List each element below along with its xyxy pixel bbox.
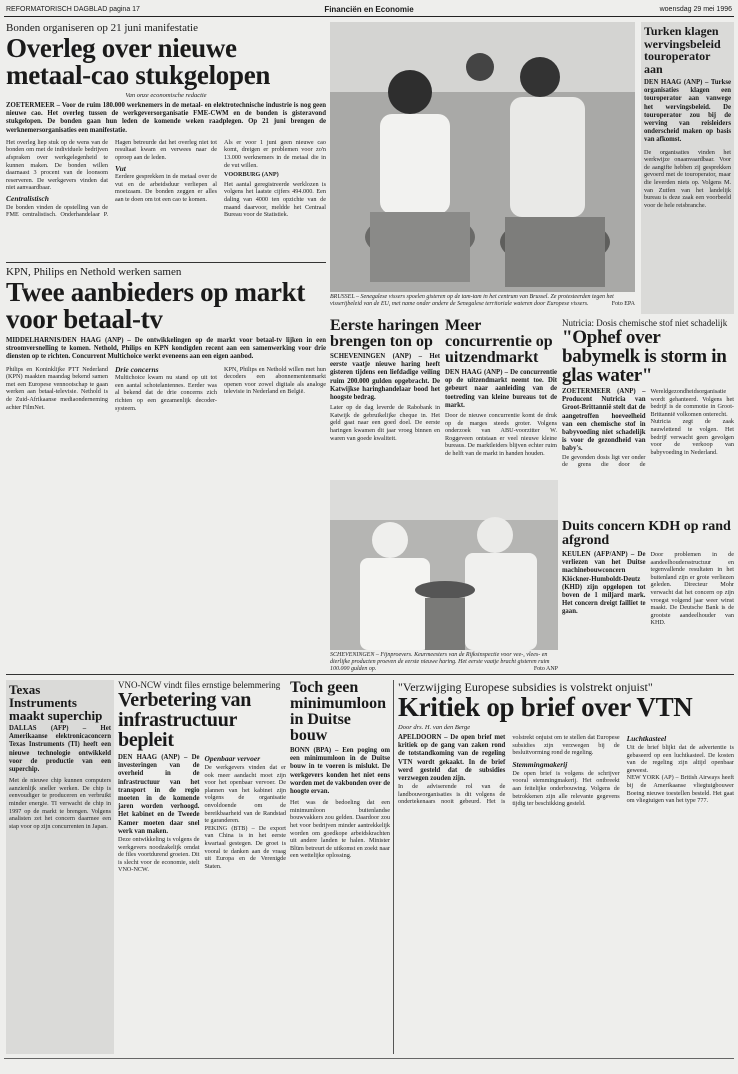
babymelk-kicker: Nutricia: Dosis chemische stof niet schadelijk	[562, 318, 728, 328]
vtn-body	[398, 734, 734, 1034]
concurrentie-body: Door de nieuwe concurrentie komt de druk op de marges steeds groter. Volgens onderzoek van ABU-voorzitter W. Roggeveen ontstaan er veel nieuwe kleine bureaus. De marktleiders blijven echter ruim de helft van de markt in handen houden.	[445, 412, 557, 457]
masthead-left: REFORMATORISCH DAGBLAD pagina 17	[6, 6, 140, 13]
article-duitse-bouw	[290, 680, 390, 1054]
vtn-lead: APELDOORN – De open brief met kritiek op de gang van zaken rond de totstandkoming van de regeling VTN wordt gekaakt. In de brief werd gesteld dat de subsidies verzwegen zouden zijn.	[398, 734, 506, 783]
babymelk-lead: ZOETERMEER (ANP) – Producent Nutricia van Groot-Brittannië stelt dat de aangetroffen hoeveelheid van een chemische stof in babyvoeding niet schadelijk is voor de gezondheid van baby's.	[562, 388, 646, 453]
vtn-body-p2: De open brief is volgens de schrijver vooral stemmingmakerij. Het ontbreekt aan feitelijke onderbouwing. Volgens de betrokkenen zijn alle relevante gegevens tijdig ter beschikking gesteld.	[512, 769, 620, 808]
kdh-body-p1: Door problemen in de aandeelhoudersstructuur en tegenvallende resultaten in het buitenland zijn er grote verliezen geleden. Directeur Mohr verwacht dat het concern op zijn vroegst volgend jaar weer winst maakt. De Deutsche Bank is de grootste aandeelhouder van KHD.	[650, 551, 734, 627]
kdh-lead: KEULEN (AFP/ANP) – De verliezen van het Duitse machinebouwconcern Klöckner-Humboldt-Deutz (KHD) zijn opgelopen tot boven de 1 miljard mark. Het concern dreigt failliet te gaan.	[562, 551, 646, 616]
vrijbuiten-title: VOORBURG (ANP)	[224, 171, 279, 179]
photo-brussel	[330, 22, 635, 292]
article-texas	[6, 680, 114, 1054]
article-kdh	[562, 520, 734, 680]
photo1-caption	[330, 294, 635, 316]
metaal-body	[6, 139, 326, 257]
photo2-caption-text: SCHEVENINGEN – Fijnproevers. Keurmeesters van de Rijksinspectie voor vee-, vlees- en dierlijke producten proeven de eerste nieuwe haring. Het eerste vaatje bracht gisteren ruim 100.000 gulden op.	[330, 652, 550, 672]
vno-kicker: VNO-NCW vindt files ernstige belemmering	[118, 680, 281, 690]
haring-body: Later op de dag leverde de Rabobank in Katwijk de gebruikelijke cheque in. Het geld gaat naar een goed doel. De eerste haringen kwamen dit jaar vroeg binnen en waren van goede kwaliteit.	[330, 404, 440, 442]
babymelk-body-p2: Nutricia zegt de zaak nauwlettend te volgen. Het bedrijf verwacht geen gevolgen voor de verkoop van babyvoeding in Nederland.	[650, 418, 734, 456]
metaal-body-p3: Eerdere gesprekken in de metaal over de vut en de arbeidsduur verliepen al moeizaam. De bonden zeggen er alles aan te doen om tot een cao te komen.	[115, 173, 217, 203]
drummers-illustration	[330, 22, 635, 292]
page-footer-rule	[4, 1058, 734, 1067]
article-vno	[118, 680, 286, 1054]
metaal-headline: Overleg over nieuwe metaal-cao stukgelopen	[6, 33, 271, 90]
kpn-body-p2: Multichoice kwam nu stand op uit tot een aantal schotelantennes. Eerder was al bekend dat de drie concerns zich richten op een gezamenlijk decoder-systeem.	[115, 374, 217, 412]
metaal-sub1: Centralistisch	[6, 193, 49, 203]
concurrentie-headline: Meer concurrentie op uitzendmarkt	[445, 317, 553, 366]
kdh-body	[562, 551, 734, 691]
turken-body: De organisaties vinden het werkwijze onaanvaardbaar. Voor de aangifte hebben zij gesprekken gevoerd met de touroperator, maar die leverden niets op. Volgens M. van Zutfen van het landelijk bureau is deze zaak een voorbeeld voor de hele reisbranche.	[644, 148, 731, 209]
divider	[6, 262, 326, 263]
section-title: Financiën en Economie	[324, 5, 414, 14]
vno-body-p2: De werkgevers vinden dat er ook meer aandacht moet zijn voor het openbaar vervoer. De plannen van het kabinet zijn volgens de organisatie onvoldoende om de bereikbaarheid van de Randstad te garanderen.	[204, 764, 286, 825]
metaal-byline: Van onze economische redactie	[125, 92, 207, 99]
vtn-sub2: Luchtkasteel	[626, 734, 667, 743]
article-vtn	[398, 680, 734, 1054]
article-turken	[641, 22, 734, 314]
photo2-caption	[330, 652, 558, 672]
vtn-body-p1: In de adviserende rol van de landbouworganisaties is dit volgens de ondertekenaars nooit gebeurd. Het is volstrekt onjuist om te stellen dat Europese subsidies zijn verzwegen bij de besluitvorming rond de regeling.	[398, 734, 620, 806]
metaal-body-p2: De bonden vinden de opstelling van de FME centralistisch. Onderhandelaar P. Hagen betreurde dat het overleg niet tot resultaat kwam en verwees naar de oproep aan de leden.	[6, 138, 217, 219]
photo1-caption-text: BRUSSEL – Senegalese vissers spoelen gisteren op de tam-tam in het centrum van Brussel. Ze protesteerden tegen het visserijbeleid van de EU, met name onder andere de Senegalese territoriale wateren door Europese vissers.	[330, 294, 614, 307]
kpn-body-p1: Philips en Koninklijke PTT Nederland (KPN) maakten maandag bekend samen met een Europese vennootschap te gaan werken aan betaal-televisie. Nethold is de Zuid-Afrikaanse mediaonderneming achter FilmNet.	[6, 365, 108, 411]
metaal-kicker: Bonden organiseren op 21 juni manifestatie	[6, 22, 198, 34]
metaal-lead: ZOETERMEER – Voor de ruim 180.000 werknemers in de metaal- en elektrotechnische industrie is nog geen nieuwe cao. Het overleg tussen de werkgeversorganisatie FME-CWM en de bonden is gisteravond stukgelopen. De bonden gaan hun leden de komende weken raadplegen. Op 21 juni brengen de werknemersorganisaties een manifestatie.	[6, 102, 326, 134]
divider	[6, 674, 734, 675]
kpn-kicker: KPN, Philips en Nethold werken samen	[6, 266, 182, 278]
masthead-date: woensdag 29 mei 1996	[659, 6, 732, 13]
vno-body	[118, 754, 286, 1074]
kpn-headline: Twee aanbieders op markt voor betaal-tv	[6, 277, 306, 334]
babymelk-body	[562, 388, 734, 478]
vtn-byline: Door drs. H. van den Berge	[398, 724, 471, 731]
article-metaal	[6, 22, 326, 258]
photo1-credit: Foto EPA	[611, 301, 635, 307]
duitse-body: Het was de bedoeling dat een minimumloon buitenlandse bouwvakkers zou gelden. Daardoor zou het voor bedrijven minder aantrekkelijk worden om goedkope arbeidskrachten uit andere landen te halen. Minister Blüm betreurt de uitkomst en zoekt naar een wettelijke oplossing.	[290, 799, 390, 860]
article-haring	[330, 318, 440, 468]
metaal-sub2: Vut	[115, 163, 126, 173]
haring-headline: Eerste haringen brengen ton op	[330, 317, 439, 350]
texas-headline: Texas Instruments maakt superchip	[9, 682, 103, 723]
kpn-sub1: Drie concerns	[115, 364, 159, 374]
babymelk-headline: "Ophef over babymelk is storm in glas water"	[562, 327, 727, 386]
duitse-lead: BONN (BPA) – Een poging om een minimumloon in de Duitse bouw in te voeren is mislukt. De werkgevers konden het niet eens worden met de vakbonden over de hoogte ervan.	[290, 747, 390, 796]
turken-lead: DEN HAAG (ANP) – Turkse organisaties klagen een touroperator aan vanwege het wervingsbeleid. De touroperator zou bij de werving van reisleiders onderscheid maken op basis van afkomst.	[644, 79, 731, 144]
metaal-body-p1: Het overleg liep stuk op de wens van de bonden om met de individuele bedrijven afspraken over werkgelegenheid te kunnen maken. De bonden willen daarnaast 3 procent van de loonsom reserveren. De werkgevers vinden dat niet aanvaardbaar.	[6, 138, 108, 192]
kpn-body-p3: KPN, Philips en Nethold willen met hun decoders een abonnementenmarkt openen voor zowel digitale als analoge televisie in Nederland en België.	[224, 365, 326, 396]
article-babymelk	[562, 318, 734, 478]
photo2-credit: Foto ANP	[533, 666, 558, 672]
vno-body-p3: PEKING (BTB) – De export van China is in het eerste kwartaal gestegen. De groei is vooral te danken aan de vraag uit Europa en de Verenigde Staten.	[204, 824, 286, 870]
texas-body: Met de nieuwe chip kunnen computers aanzienlijk sneller werken. De chip is eenvoudiger te produceren en verbruikt minder energie. TI verwacht de chip in 1997 op de markt te brengen. Volgens analisten zet het concern daarmee een stap voor op zijn concurrenten in Japan.	[9, 777, 111, 830]
article-concurrentie	[445, 318, 557, 468]
turken-headline: Turken klagen wervingsbeleid touroperator aan	[644, 24, 721, 76]
vno-lead: DEN HAAG (ANP) – De investeringen van de overheid in de infrastructuur van het transport in de regio moeten in de komende jaren worden verhoogd. Het kabinet en de Tweede Kamer moeten daar snel werk van maken.	[118, 754, 200, 835]
photo-scheveningen	[330, 480, 558, 650]
article-kpn	[6, 266, 326, 666]
kpn-body	[6, 366, 326, 656]
vno-sub1: Openbaar vervoer	[204, 754, 261, 763]
concurrentie-lead: DEN HAAG (ANP) – De concurrentie op de uitzendmarkt neemt toe. Dit gebeurt naar aanleiding van de toetreding van kleine bureaus tot de markt.	[445, 369, 557, 409]
haring-lead: SCHEVENINGEN (ANP) – Het eerste vaatje nieuwe haring heeft gisteren tijdens een liefdadige veiling ruim 200.000 gulden opgebracht. De Katwijkse haringhandelaar bood het hoogste bedrag.	[330, 353, 440, 402]
masthead	[4, 4, 734, 17]
duitse-headline: Toch geen minimumloon in Duitse bouw	[290, 679, 387, 744]
babymelk-body-p1: De gevonden dosis ligt ver onder de grens die door de Wereldgezondheidsorganisatie wordt gehanteerd. Volgens het bedrijf is de commotie in Groot-Brittannië volkomen onterecht.	[562, 388, 734, 469]
kdh-headline: Duits concern KDH op rand afgrond	[562, 519, 731, 548]
vtn-body-p4: NEW YORK (AP) – British Airways heeft bij de Amerikaanse vliegtuigbouwer Boeing nieuwe toestellen besteld. Het gaat om vliegtuigen van het type 777.	[626, 774, 734, 805]
vtn-headline: Kritiek op brief over VTN	[398, 692, 693, 722]
vno-body-p1: Deze ontwikkeling is volgens de werkgevers noodzakelijk omdat de files voortdurend groeien. Dit is slecht voor de economie, stelt VNO-NCW.	[118, 836, 200, 874]
divider	[393, 680, 394, 1054]
texas-lead: DALLAS (AFP) – Het Amerikaanse elektronicaconcern Texas Instruments (TI) heeft een nieuwe technologie ontwikkeld voor de productie van een superchip.	[9, 725, 111, 774]
herring-illustration	[330, 480, 558, 650]
vrijbuiten-body: Het aantal geregistreerde werklozen is volgens het laatste cijfers 494.000. Een daling van 4000 ten opzichte van de maand daarvoor, meldde het Centraal Bureau voor de Statistiek.	[224, 180, 326, 219]
vtn-sub1: Stemmingmakerij	[512, 759, 568, 769]
vtn-body-p3: Uit de brief blijkt dat de advertentie is gebaseerd op een luchtkasteel. De kosten van de regeling zijn altijd openbaar geweest.	[626, 744, 734, 774]
metaal-body-p4: Als er voor 1 juni geen nieuwe cao komt, dreigen er problemen voor zo'n 13.000 werknemers in de metaal die in de vut willen.	[224, 138, 326, 169]
kpn-lead: MIDDELHARNIS/DEN HAAG (ANP) – De ontwikkelingen op de markt voor betaal-tv lijken in een stroomversnelling te komen. Nethold, Philips en KPN kondigden recent aan een samenwerking voor drie diensten op te richten. Concurrent Multichoice werkt eveneens aan een eigen aanbod.	[6, 337, 326, 361]
vtn-kicker: "Verzwijging Europese subsidies is volstrekt onjuist"	[398, 680, 653, 694]
vno-headline: Verbetering van infrastructuur bepleit	[118, 689, 252, 751]
